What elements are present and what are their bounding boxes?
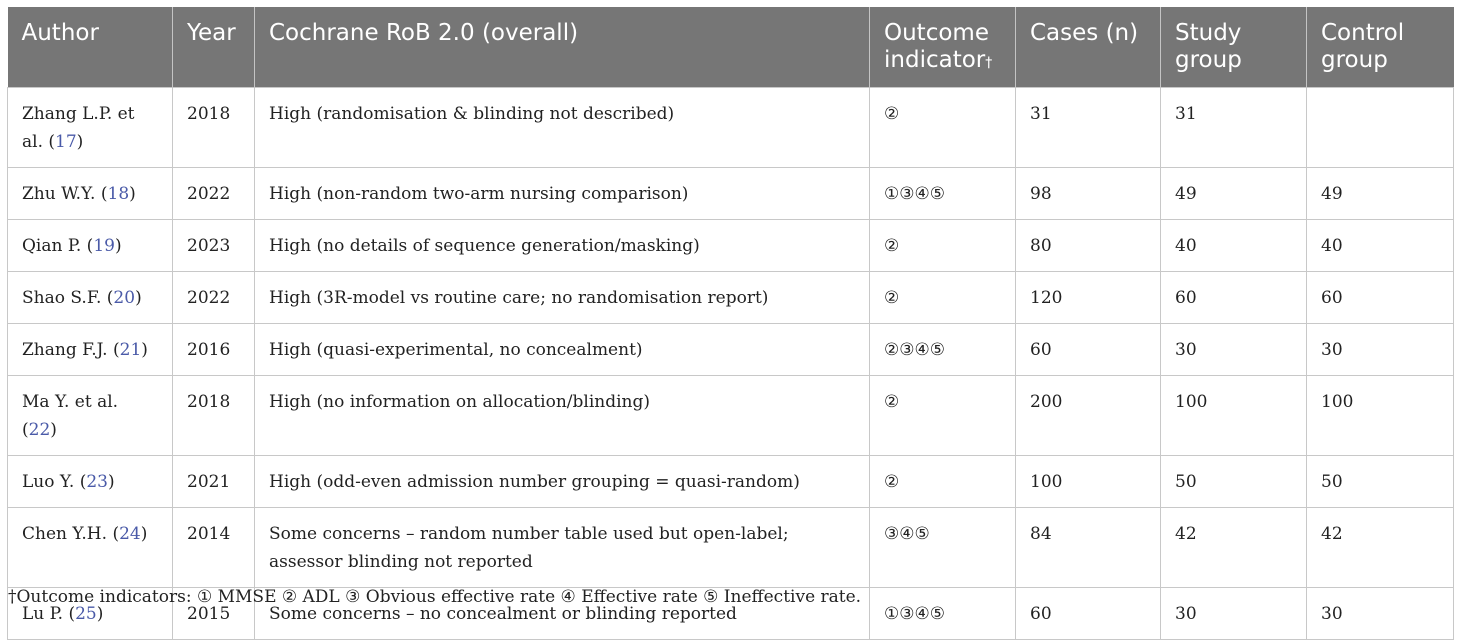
rob-cell: High (no details of sequence generation/masking) [255, 220, 870, 272]
year-cell: 2022 [173, 272, 255, 324]
rob-cell: High (odd-even admission number grouping = quasi-random) [255, 456, 870, 508]
cases-cell: 200 [1016, 376, 1161, 456]
outcome-cell: ② [870, 456, 1016, 508]
reference-link[interactable]: 17 [55, 132, 77, 152]
rob-cell: Some concerns – random number table used but open-label; assessor blinding not reported [255, 508, 870, 588]
author-cell: Shao S.F. (20) [8, 272, 173, 324]
outcome-cell: ② [870, 272, 1016, 324]
cases-cell: 98 [1016, 168, 1161, 220]
header-cases: Cases (n) [1016, 7, 1161, 88]
control-cell: 30 [1307, 324, 1454, 376]
study-cell: 31 [1161, 88, 1307, 168]
header-outcome [870, 7, 1016, 88]
author-cell: Qian P. (19) [8, 220, 173, 272]
rob-cell: Some concerns – no concealment or blinding reported [255, 588, 870, 640]
author-cell: Chen Y.H. (24) [8, 508, 173, 588]
reference-link[interactable]: 25 [75, 604, 97, 624]
cases-cell: 31 [1016, 88, 1161, 168]
control-cell: 49 [1307, 168, 1454, 220]
rob-cell: High (non-random two-arm nursing comparison) [255, 168, 870, 220]
reference-link[interactable]: 21 [119, 340, 142, 360]
outcome-cell: ②③④⑤ [870, 324, 1016, 376]
author-cell: Ma Y. et al. (22) [8, 376, 173, 456]
study-cell: 30 [1161, 324, 1307, 376]
outcome-cell: ② [870, 88, 1016, 168]
cases-cell: 84 [1016, 508, 1161, 588]
outcome-cell: ①③④⑤ [870, 168, 1016, 220]
control-cell: 100 [1307, 376, 1454, 456]
header-control-group: Control group [1307, 7, 1454, 88]
cases-cell: 60 [1016, 324, 1161, 376]
year-cell: 2023 [173, 220, 255, 272]
table-row [8, 508, 1454, 588]
year-cell: 2018 [173, 88, 255, 168]
author-cell: Luo Y. (23) [8, 456, 173, 508]
year-cell: 2021 [173, 456, 255, 508]
author-cell: Zhu W.Y. (18) [8, 168, 173, 220]
table-row [8, 456, 1454, 508]
table-row [8, 272, 1454, 324]
study-cell: 40 [1161, 220, 1307, 272]
header-study-group: Study group [1161, 7, 1307, 88]
reference-link[interactable]: 19 [93, 236, 115, 256]
cases-cell: 120 [1016, 272, 1161, 324]
outcome-cell: ①③④⑤ [870, 588, 1016, 640]
study-cell: 30 [1161, 588, 1307, 640]
year-cell: 2018 [173, 376, 255, 456]
header-outcome-label: Outcome indicator [884, 20, 989, 73]
outcome-cell: ② [870, 376, 1016, 456]
study-cell: 50 [1161, 456, 1307, 508]
outcome-cell: ③④⑤ [870, 508, 1016, 588]
rob-cell: High (randomisation & blinding not described) [255, 88, 870, 168]
outcome-cell: ② [870, 220, 1016, 272]
study-cell: 42 [1161, 508, 1307, 588]
rob-cell: High (quasi-experimental, no concealment) [255, 324, 870, 376]
table-row [8, 376, 1454, 456]
table-row [8, 88, 1454, 168]
rob-cell: High (no information on allocation/blinding) [255, 376, 870, 456]
header-author: Author [8, 7, 173, 88]
table-row [8, 324, 1454, 376]
control-cell: 40 [1307, 220, 1454, 272]
year-cell: 2022 [173, 168, 255, 220]
reference-link[interactable]: 24 [119, 524, 141, 544]
study-cell: 49 [1161, 168, 1307, 220]
table-row [8, 168, 1454, 220]
author-cell: Lu P. (25) [8, 588, 173, 640]
author-cell: Zhang L.P. et al. (17) [8, 88, 173, 168]
study-cell: 100 [1161, 376, 1307, 456]
header-row [8, 7, 1454, 88]
header-year: Year [173, 7, 255, 88]
rob-cell: High (3R-model vs routine care; no randomisation report) [255, 272, 870, 324]
control-cell: 30 [1307, 588, 1454, 640]
reference-link[interactable]: 23 [86, 472, 108, 492]
reference-link[interactable]: 22 [28, 420, 51, 440]
table-footnote: †Outcome indicators: ① MMSE ② ADL ③ Obvious effective rate ④ Effective rate ⑤ Ineffective rate. [8, 587, 862, 607]
cases-cell: 80 [1016, 220, 1161, 272]
study-characteristics-table [7, 7, 1454, 640]
dagger-mark: † [985, 55, 993, 71]
author-cell: Zhang F.J. (21) [8, 324, 173, 376]
table-row [8, 220, 1454, 272]
study-cell: 60 [1161, 272, 1307, 324]
cases-cell: 100 [1016, 456, 1161, 508]
reference-link[interactable]: 20 [113, 288, 136, 308]
control-cell: 50 [1307, 456, 1454, 508]
control-cell [1307, 88, 1454, 168]
header-rob: Cochrane RoB 2.0 (overall) [255, 7, 870, 88]
year-cell: 2014 [173, 508, 255, 588]
year-cell: 2015 [173, 588, 255, 640]
control-cell: 42 [1307, 508, 1454, 588]
year-cell: 2016 [173, 324, 255, 376]
cases-cell: 60 [1016, 588, 1161, 640]
reference-link[interactable]: 18 [107, 184, 130, 204]
control-cell: 60 [1307, 272, 1454, 324]
